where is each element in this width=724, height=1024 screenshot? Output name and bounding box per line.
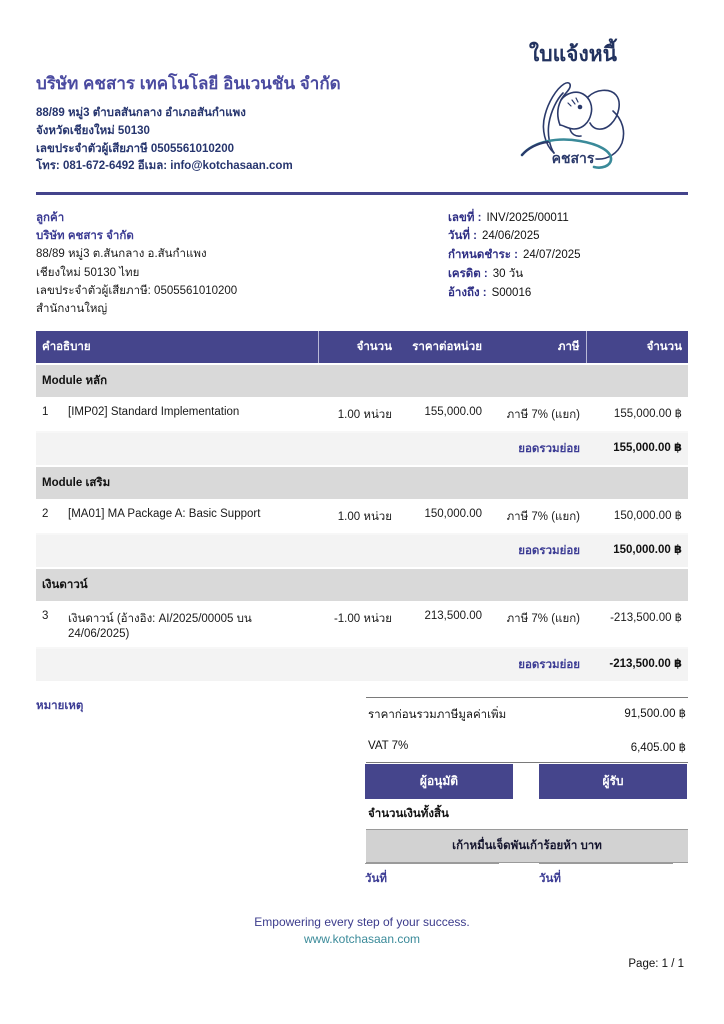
invoice-number-row — [448, 209, 684, 228]
vat-value: 6,405.00 ฿ — [630, 741, 686, 754]
section-title: Module เสริม — [36, 466, 688, 500]
section-title: Module หลัก — [36, 364, 688, 398]
footer-website: www.kotchasaan.com — [303, 932, 421, 946]
item-quantity: -1.00 หน่วย — [318, 602, 398, 648]
due-date-value: 24/07/2025 — [522, 249, 581, 262]
item-tax: ภาษี 7% (แยก) — [488, 500, 586, 534]
credit-label: เครดิต : — [448, 268, 488, 281]
signature-section — [365, 764, 687, 888]
logo-text: คชสาร — [551, 150, 595, 166]
header-description: คำอธิบาย — [36, 331, 318, 364]
subtotal-value: 150,000.00 ฿ — [586, 534, 688, 568]
line-items-table — [36, 331, 688, 681]
customer-branch: สำนักงานใหญ่ — [36, 303, 108, 316]
section-row — [36, 466, 688, 500]
due-date-label: กำหนดชำระ : — [448, 249, 518, 262]
customer-tax-id: เลขประจำตัวผู้เสียภาษี: 0505561010200 — [36, 285, 238, 298]
company-address-line1: 88/89 หมู่3 ตำบลสันกลาง อำเภอสันกำแพง — [36, 107, 246, 119]
item-tax: ภาษี 7% (แยก) — [488, 398, 586, 432]
approver-signature-cell — [365, 863, 513, 888]
untaxed-row — [366, 698, 688, 732]
receiver-date-label: วันที่ — [539, 873, 561, 885]
company-address-line2: จังหวัดเชียงใหม่ 50130 — [36, 124, 150, 137]
receiver-signature-line — [539, 863, 673, 864]
subtotal-value: 155,000.00 ฿ — [586, 432, 688, 466]
untaxed-label: ราคาก่อนรวมภาษีมูลค่าเพิ่ม — [368, 708, 507, 721]
item-unit-price: 155,000.00 — [398, 398, 488, 432]
notes-label: หมายเหตุ — [36, 699, 84, 712]
receiver-signature-header: ผู้รับ — [539, 764, 687, 799]
item-description: [MA01] MA Package A: Basic Support — [62, 500, 318, 534]
invoice-date-row — [448, 227, 684, 246]
customer-address-line1: 88/89 หมู่3 ต.สันกลาง อ.สันกำแพง — [36, 248, 207, 261]
document-title-block — [458, 36, 688, 182]
invoice-date-label: วันที่ : — [448, 230, 477, 243]
item-number: 3 — [36, 602, 62, 648]
table-header-row — [36, 331, 688, 364]
customer-block — [36, 209, 237, 319]
subtotal-label: ยอดรวมย่อย — [488, 534, 586, 568]
company-tax-id: เลขประจำตัวผู้เสียภาษี 0505561010200 — [36, 142, 234, 155]
page-number: Page: 1 / 1 — [628, 958, 684, 970]
subtotal-row — [36, 432, 688, 466]
subtotal-value: -213,500.00 ฿ — [586, 648, 688, 681]
item-number: 2 — [36, 500, 62, 534]
reference-row — [448, 284, 684, 303]
item-unit-price: 150,000.00 — [398, 500, 488, 534]
company-block — [36, 36, 341, 176]
item-number: 1 — [36, 398, 62, 432]
approver-date-label: วันที่ — [365, 873, 387, 885]
amount-in-words-value: เก้าหมื่นเจ็ดพันเก้าร้อยห้า บาท — [366, 829, 688, 863]
item-unit-price: 213,500.00 — [398, 602, 488, 648]
subtotal-label: ยอดรวมย่อย — [488, 648, 586, 681]
elephant-eye — [578, 105, 583, 110]
customer-address-line2: เชียงใหม่ 50130 ไทย — [36, 266, 140, 279]
header-quantity: จำนวน — [318, 331, 398, 364]
customer-name: บริษัท คชสาร จำกัด — [36, 229, 134, 242]
header-unit-price: ราคาต่อหน่วย — [398, 331, 488, 364]
item-amount: -213,500.00 ฿ — [586, 602, 688, 648]
header-amount: จำนวน — [586, 331, 688, 364]
item-row — [36, 398, 688, 432]
document-header — [36, 36, 688, 182]
invoice-number-value: INV/2025/00011 — [486, 211, 569, 224]
amount-in-words-label: จำนวนเงินทั้งสิ้น — [368, 807, 449, 820]
invoice-meta-block — [448, 209, 688, 319]
item-quantity: 1.00 หน่วย — [318, 500, 398, 534]
info-section — [36, 209, 688, 319]
reference-value: S00016 — [491, 287, 532, 300]
item-row — [36, 602, 688, 648]
header-divider — [36, 192, 688, 195]
footer-tagline: Empowering every step of your success. — [254, 915, 470, 929]
elephant-logo-icon — [514, 73, 632, 182]
item-amount: 155,000.00 ฿ — [586, 398, 688, 432]
header-tax: ภาษี — [488, 331, 586, 364]
item-description: [IMP02] Standard Implementation — [62, 398, 318, 432]
vat-label: VAT 7% — [368, 739, 409, 752]
subtotal-row — [36, 648, 688, 681]
customer-label: ลูกค้า — [36, 211, 65, 224]
due-date-row — [448, 246, 684, 265]
company-contact: โทร: 081-672-6492 อีเมล: info@kotchasaan.com — [36, 160, 293, 173]
section-title: เงินดาวน์ — [36, 568, 688, 602]
approver-signature-line — [365, 863, 499, 864]
invoice-number-label: เลขที่ : — [448, 211, 482, 224]
credit-row — [448, 265, 684, 284]
document-footer — [0, 915, 724, 946]
vat-row — [366, 732, 688, 762]
item-tax: ภาษี 7% (แยก) — [488, 602, 586, 648]
document-title: ใบแจ้งหนี้ — [529, 43, 617, 66]
reference-label: อ้างถึง : — [448, 287, 487, 300]
approver-signature-header: ผู้อนุมัติ — [365, 764, 513, 799]
item-row — [36, 500, 688, 534]
item-quantity: 1.00 หน่วย — [318, 398, 398, 432]
item-description: เงินดาวน์ (อ้างอิง: AI/2025/00005 บน 24/06/2025) — [62, 602, 318, 648]
untaxed-value: 91,500.00 ฿ — [624, 707, 686, 720]
item-amount: 150,000.00 ฿ — [586, 500, 688, 534]
subtotal-row — [36, 534, 688, 568]
invoice-date-value: 24/06/2025 — [481, 230, 540, 243]
section-row — [36, 364, 688, 398]
receiver-signature-cell — [539, 863, 687, 888]
company-name: บริษัท คชสาร เทคโนโลยี อินเวนชัน จำกัด — [36, 74, 341, 93]
credit-value: 30 วัน — [492, 268, 524, 281]
subtotal-label: ยอดรวมย่อย — [488, 432, 586, 466]
section-row — [36, 568, 688, 602]
